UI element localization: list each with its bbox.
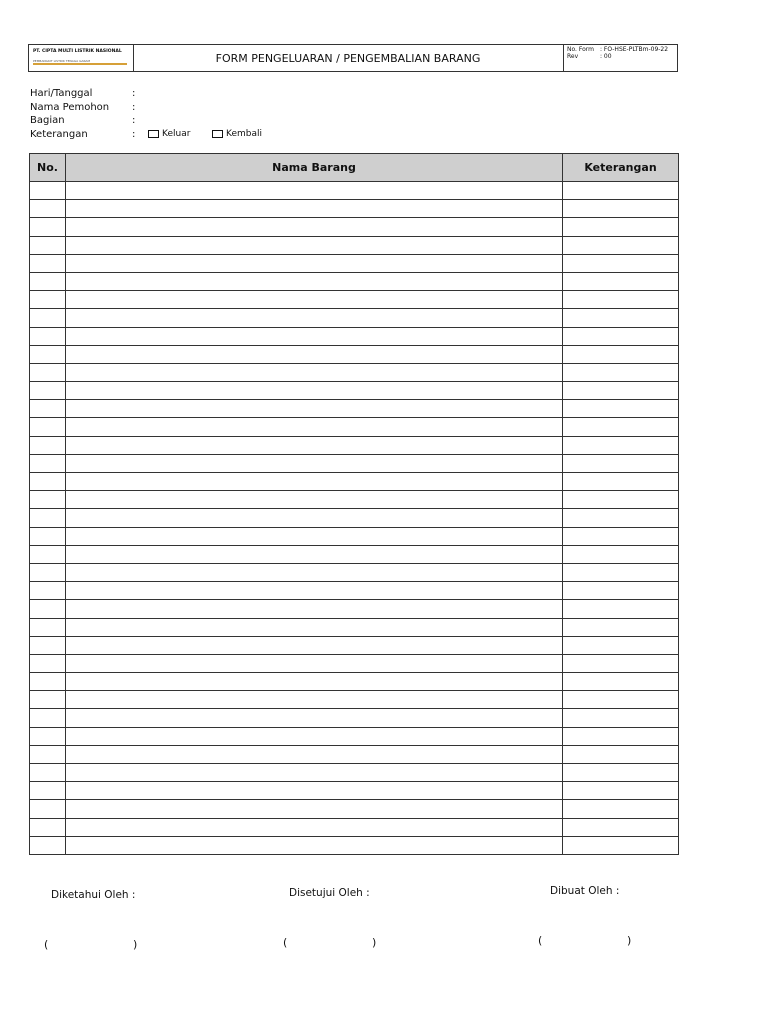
no-cell[interactable]	[30, 491, 66, 509]
revision-label: Rev	[567, 53, 579, 60]
remarks-cell[interactable]	[563, 454, 679, 472]
item-name-cell[interactable]	[66, 636, 563, 654]
approved-by-label: Disetujui Oleh :	[289, 887, 370, 899]
kembali-checkbox[interactable]	[212, 130, 223, 138]
remarks-cell[interactable]	[563, 200, 679, 218]
form-number-value: : FO-HSE-PLTBm-09-22	[600, 46, 669, 53]
no-cell[interactable]	[30, 563, 66, 581]
remarks-cell[interactable]	[563, 382, 679, 400]
table-row	[30, 400, 679, 418]
table-row	[30, 309, 679, 327]
remarks-cell[interactable]	[563, 782, 679, 800]
no-cell[interactable]	[30, 800, 66, 818]
no-cell[interactable]	[30, 291, 66, 309]
item-name-cell[interactable]	[66, 254, 563, 272]
table-row	[30, 727, 679, 745]
remarks-cell[interactable]	[563, 836, 679, 854]
no-cell[interactable]	[30, 218, 66, 236]
no-cell[interactable]	[30, 636, 66, 654]
table-row	[30, 436, 679, 454]
column-header-item-name: Nama Barang	[66, 154, 563, 182]
table-row	[30, 327, 679, 345]
no-cell[interactable]	[30, 764, 66, 782]
table-row	[30, 600, 679, 618]
item-name-cell[interactable]	[66, 654, 563, 672]
remarks-cell[interactable]	[563, 182, 679, 200]
table-row	[30, 454, 679, 472]
table-row	[30, 818, 679, 836]
no-cell[interactable]	[30, 436, 66, 454]
item-name-cell[interactable]	[66, 182, 563, 200]
remarks-cell[interactable]	[563, 691, 679, 709]
no-cell[interactable]	[30, 236, 66, 254]
no-cell[interactable]	[30, 691, 66, 709]
remarks-cell[interactable]	[563, 582, 679, 600]
remarks-cell[interactable]	[563, 764, 679, 782]
no-cell[interactable]	[30, 618, 66, 636]
item-name-cell[interactable]	[66, 545, 563, 563]
item-name-cell[interactable]	[66, 327, 563, 345]
item-name-cell[interactable]	[66, 236, 563, 254]
table-row	[30, 272, 679, 290]
form-number-label: No. Form	[567, 46, 594, 53]
table-row	[30, 418, 679, 436]
no-cell[interactable]	[30, 272, 66, 290]
item-name-cell[interactable]	[66, 727, 563, 745]
remarks-cell[interactable]	[563, 800, 679, 818]
table-row	[30, 709, 679, 727]
item-name-cell[interactable]	[66, 291, 563, 309]
column-header-remarks: Keterangan	[563, 154, 679, 182]
remarks-cell[interactable]	[563, 618, 679, 636]
remarks-cell[interactable]	[563, 272, 679, 290]
remarks-cell[interactable]	[563, 254, 679, 272]
column-header-no: No.	[30, 154, 66, 182]
item-name-cell[interactable]	[66, 818, 563, 836]
known-by-label: Diketahui Oleh :	[51, 889, 136, 901]
item-name-cell[interactable]	[66, 382, 563, 400]
department-label: Bagian	[30, 115, 65, 126]
remarks-cell[interactable]	[563, 673, 679, 691]
remarks-cell[interactable]	[563, 218, 679, 236]
colon: :	[132, 88, 136, 99]
no-cell[interactable]	[30, 782, 66, 800]
item-name-cell[interactable]	[66, 563, 563, 581]
colon: :	[132, 101, 136, 113]
remarks-cell[interactable]	[563, 509, 679, 527]
no-cell[interactable]	[30, 727, 66, 745]
table-row	[30, 254, 679, 272]
no-cell[interactable]	[30, 745, 66, 763]
remarks-cell[interactable]	[563, 291, 679, 309]
item-name-cell[interactable]	[66, 454, 563, 472]
no-cell[interactable]	[30, 400, 66, 418]
item-name-cell[interactable]	[66, 691, 563, 709]
no-cell[interactable]	[30, 818, 66, 836]
item-name-cell[interactable]	[66, 509, 563, 527]
no-cell[interactable]	[30, 582, 66, 600]
remarks-cell[interactable]	[563, 400, 679, 418]
company-subtitle: PEMBANGKIT LISTRIK TENAGA GARAM	[33, 59, 91, 63]
item-name-cell[interactable]	[66, 745, 563, 763]
table-row	[30, 218, 679, 236]
items-table	[29, 153, 679, 855]
logo-underline	[33, 63, 127, 65]
no-cell[interactable]	[30, 673, 66, 691]
table-header-row	[30, 154, 679, 182]
no-cell[interactable]	[30, 709, 66, 727]
table-row	[30, 527, 679, 545]
made-by-open-paren: (	[538, 934, 543, 947]
item-name-cell[interactable]	[66, 418, 563, 436]
company-logo	[29, 45, 134, 71]
remarks-cell[interactable]	[563, 600, 679, 618]
no-cell[interactable]	[30, 600, 66, 618]
item-name-cell[interactable]	[66, 363, 563, 381]
item-name-cell[interactable]	[66, 764, 563, 782]
kembali-label: Kembali	[226, 128, 262, 139]
remarks-cell[interactable]	[563, 327, 679, 345]
remarks-cell[interactable]	[563, 436, 679, 454]
table-row	[30, 473, 679, 491]
no-cell[interactable]	[30, 345, 66, 363]
table-row	[30, 745, 679, 763]
form-number-row	[567, 46, 675, 53]
table-row	[30, 291, 679, 309]
item-name-cell[interactable]	[66, 836, 563, 854]
table-row	[30, 836, 679, 854]
remarks-cell[interactable]	[563, 418, 679, 436]
revision-row	[567, 53, 675, 60]
remarks-cell[interactable]	[563, 709, 679, 727]
table-row	[30, 182, 679, 200]
approved-by-open-paren: (	[283, 936, 288, 949]
table-row	[30, 764, 679, 782]
table-row	[30, 545, 679, 563]
no-cell[interactable]	[30, 363, 66, 381]
table-row	[30, 618, 679, 636]
item-name-cell[interactable]	[66, 491, 563, 509]
table-row	[30, 236, 679, 254]
table-row	[30, 636, 679, 654]
no-cell[interactable]	[30, 527, 66, 545]
form-title: FORM PENGELUARAN / PENGEMBALIAN BARANG	[133, 45, 564, 71]
item-name-cell[interactable]	[66, 309, 563, 327]
remarks-cell[interactable]	[563, 345, 679, 363]
made-by-label: Dibuat Oleh :	[550, 885, 620, 897]
remarks-cell[interactable]	[563, 745, 679, 763]
known-by-open-paren: (	[44, 938, 49, 951]
item-name-cell[interactable]	[66, 272, 563, 290]
remarks-cell[interactable]	[563, 545, 679, 563]
table-row	[30, 582, 679, 600]
table-row	[30, 563, 679, 581]
table-row	[30, 491, 679, 509]
table-row	[30, 782, 679, 800]
item-name-cell[interactable]	[66, 345, 563, 363]
remarks-cell[interactable]	[563, 473, 679, 491]
item-name-cell[interactable]	[66, 673, 563, 691]
requester-label: Nama Pemohon	[30, 101, 110, 113]
item-name-cell[interactable]	[66, 782, 563, 800]
no-cell[interactable]	[30, 473, 66, 491]
table-row	[30, 691, 679, 709]
no-cell[interactable]	[30, 254, 66, 272]
kembali-option[interactable]	[212, 128, 262, 142]
form-meta	[564, 45, 678, 71]
no-cell[interactable]	[30, 654, 66, 672]
no-cell[interactable]	[30, 836, 66, 854]
remarks-cell[interactable]	[563, 654, 679, 672]
approved-by-close-paren: )	[372, 936, 377, 949]
remarks-cell[interactable]	[563, 236, 679, 254]
table-row	[30, 382, 679, 400]
remarks-cell[interactable]	[563, 563, 679, 581]
table-row	[30, 673, 679, 691]
day-date-label: Hari/Tanggal	[30, 88, 93, 99]
company-name: PT. CIPTA MULTI LISTRIK NASIONAL	[33, 49, 122, 54]
no-cell[interactable]	[30, 545, 66, 563]
remarks-cell[interactable]	[563, 818, 679, 836]
table-row	[30, 509, 679, 527]
no-cell[interactable]	[30, 182, 66, 200]
remarks-label: Keterangan	[30, 128, 88, 140]
table-row	[30, 800, 679, 818]
revision-value: : 00	[600, 53, 612, 60]
no-cell[interactable]	[30, 509, 66, 527]
no-cell[interactable]	[30, 327, 66, 345]
item-name-cell[interactable]	[66, 218, 563, 236]
item-name-cell[interactable]	[66, 618, 563, 636]
table-row	[30, 654, 679, 672]
item-name-cell[interactable]	[66, 473, 563, 491]
table-row	[30, 200, 679, 218]
made-by-close-paren: )	[627, 934, 632, 947]
item-name-cell[interactable]	[66, 582, 563, 600]
keluar-checkbox[interactable]	[148, 130, 159, 138]
known-by-close-paren: )	[133, 938, 138, 951]
no-cell[interactable]	[30, 200, 66, 218]
no-cell[interactable]	[30, 382, 66, 400]
table-row	[30, 345, 679, 363]
item-name-cell[interactable]	[66, 527, 563, 545]
no-cell[interactable]	[30, 454, 66, 472]
remarks-cell[interactable]	[563, 527, 679, 545]
item-name-cell[interactable]	[66, 800, 563, 818]
colon: :	[132, 115, 136, 126]
table-row	[30, 363, 679, 381]
item-name-cell[interactable]	[66, 200, 563, 218]
no-cell[interactable]	[30, 418, 66, 436]
keluar-label: Keluar	[162, 128, 191, 139]
form-header	[28, 44, 678, 72]
no-cell[interactable]	[30, 309, 66, 327]
item-name-cell[interactable]	[66, 436, 563, 454]
item-name-cell[interactable]	[66, 709, 563, 727]
item-name-cell[interactable]	[66, 600, 563, 618]
remarks-cell[interactable]	[563, 309, 679, 327]
colon: :	[132, 128, 136, 140]
remarks-cell[interactable]	[563, 727, 679, 745]
item-name-cell[interactable]	[66, 400, 563, 418]
remarks-cell[interactable]	[563, 363, 679, 381]
remarks-cell[interactable]	[563, 636, 679, 654]
keluar-option[interactable]	[148, 128, 190, 142]
table-body	[30, 182, 679, 855]
remarks-cell[interactable]	[563, 491, 679, 509]
